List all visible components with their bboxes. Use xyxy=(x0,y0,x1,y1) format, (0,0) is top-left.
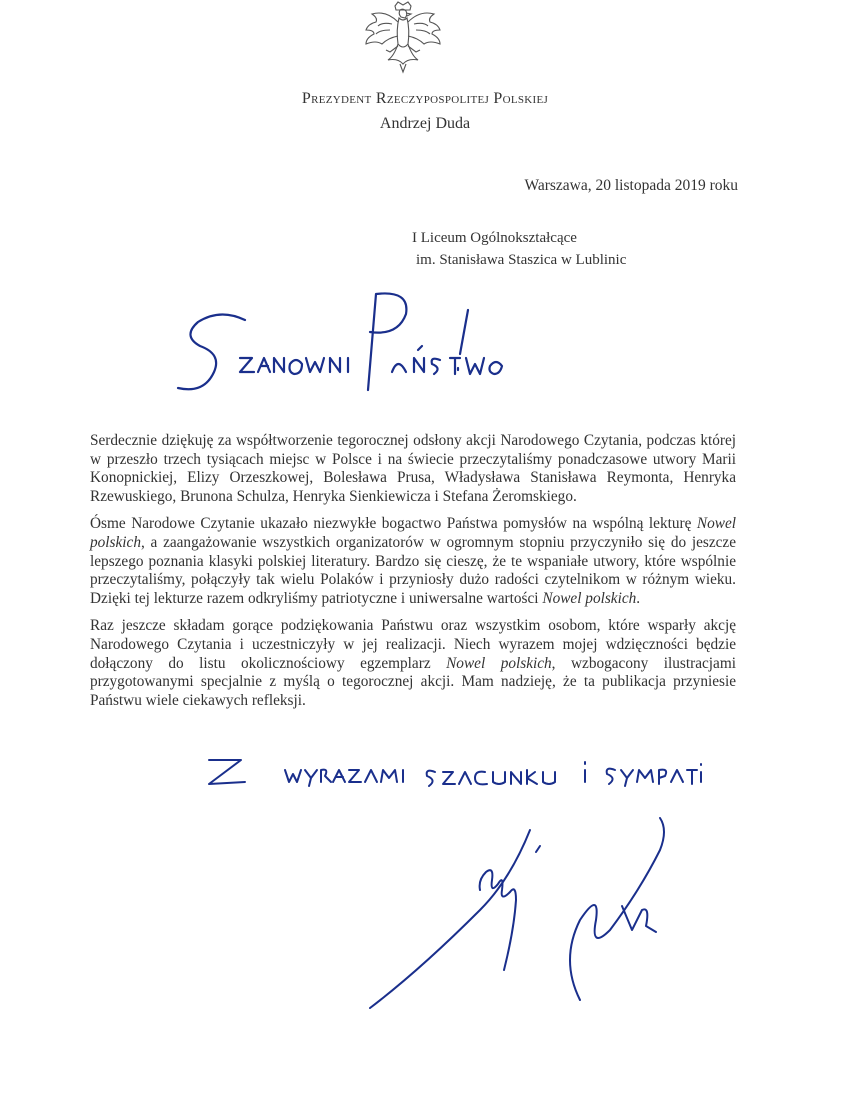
letterhead-title: Prezydent Rzeczypospolitej Polskiej xyxy=(301,90,549,107)
addressee-line-2: im. Stanisława Staszica w Lublinic xyxy=(416,252,627,268)
addressee-line-1: I Liceum Ogólnokształcące xyxy=(412,230,577,246)
body-paragraph-3: Raz jeszcze składam gorące podziękowania Państwu oraz wszystkim osobom, które wsparły akcję Narodowego Czytania i uczestniczyły w jej realizacji. Niech wyrazem mojej wdzięczności będzie dołączony do listu okolicznościowy egzemplarz Nowel polskich, wzbogacony ilustracjami przygotowanymi specjalnie z myślą o tegorocznej akcji. Mam nadzieję, że ta publikacja przyniesie Państwu wiele ciekawych refleksji. xyxy=(90,617,736,709)
handwritten-greeting xyxy=(170,280,510,410)
letter-body xyxy=(90,432,736,719)
white-eagle-emblem-icon xyxy=(358,0,448,80)
letterhead-name: Andrzej Duda xyxy=(379,115,471,132)
letter-date: Warszawa, 20 listopada 2019 roku xyxy=(524,177,738,194)
handwritten-closing xyxy=(205,748,705,793)
body-paragraph-1: Serdecznie dziękuję za współtworzenie tegorocznej odsłony akcji Narodowego Czytania, podczas której w przeszło trzech tysiącach miejsc w Polsce i na świecie przeczytaliśmy ponadczasowe utwory Marii Konopnickiej, Elizy Orzeszkowej, Bolesława Prusa, Władysława Stanisława Reymonta, Henryka Rzewuskiego, Brunona Schulza, Henryka Sienkiewicza i Stefana Żeromskiego. xyxy=(90,432,736,505)
handwritten-signature-icon xyxy=(360,810,680,1020)
body-paragraph-2: Ósme Narodowe Czytanie ukazało niezwykłe bogactwo Państwa pomysłów na wspólną lekturę Nowel polskich, a zaangażowanie wszystkich organizatorów w ogromnym stopniu przyczyniło się do jeszcze lepszego poznania klasyki polskiej literatury. Bardzo się cieszę, że te wspaniałe utwory, które wspólnie przeczytaliśmy, połączyły tak wielu Polaków i przyniosły dużo radości czytelnikom w różnym wieku. Dzięki tej lekturze razem odkryliśmy patriotyczne i uniwersalne wartości Nowel polskich. xyxy=(90,515,736,607)
addressee-block xyxy=(412,227,626,271)
